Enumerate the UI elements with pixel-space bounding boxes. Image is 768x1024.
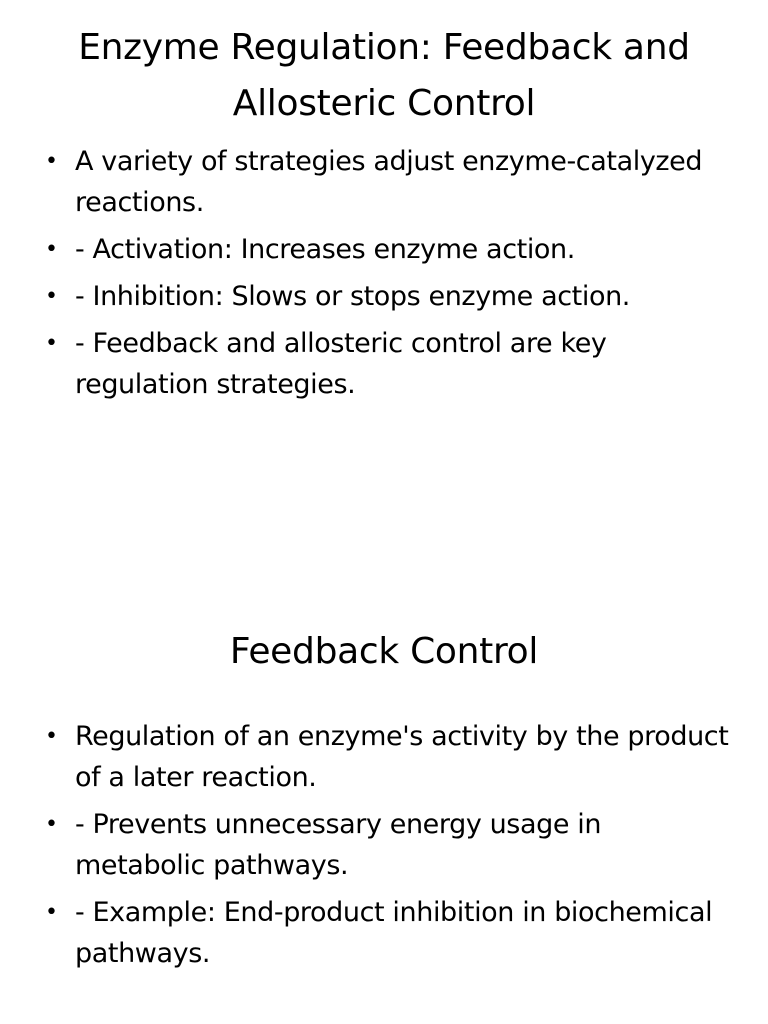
list-item xyxy=(40,716,738,798)
bullet-text: - Inhibition: Slows or stops enzyme action. xyxy=(75,281,630,312)
bullet-list xyxy=(40,141,738,411)
bullet-icon: • xyxy=(45,812,58,837)
bullet-icon: • xyxy=(45,237,58,262)
list-item xyxy=(40,892,738,974)
bullet-icon: • xyxy=(45,284,58,309)
list-item xyxy=(40,141,738,223)
slide-title: Enzyme Regulation: Feedback and Allosteric Control xyxy=(78,27,690,124)
bullet-text: Regulation of an enzyme's activity by the product of a later reaction. xyxy=(75,721,729,793)
list-item xyxy=(40,229,738,270)
bullet-text: - Feedback and allosteric control are key regulation strategies. xyxy=(75,328,607,400)
slide-2 xyxy=(0,512,768,1024)
bullet-text: - Example: End-product inhibition in biochemical pathways. xyxy=(75,897,713,969)
bullet-text: - Prevents unnecessary energy usage in metabolic pathways. xyxy=(75,809,602,881)
bullet-list xyxy=(40,716,738,980)
bullet-icon: • xyxy=(45,900,58,925)
list-item xyxy=(40,804,738,886)
bullet-text: - Activation: Increases enzyme action. xyxy=(75,234,575,265)
list-item xyxy=(40,323,738,405)
bullet-text: A variety of strategies adjust enzyme-catalyzed reactions. xyxy=(75,146,703,218)
bullet-icon: • xyxy=(45,724,58,749)
slide-title: Feedback Control xyxy=(229,631,539,672)
list-item xyxy=(40,276,738,317)
bullet-icon: • xyxy=(45,331,58,356)
bullet-icon: • xyxy=(45,149,58,174)
